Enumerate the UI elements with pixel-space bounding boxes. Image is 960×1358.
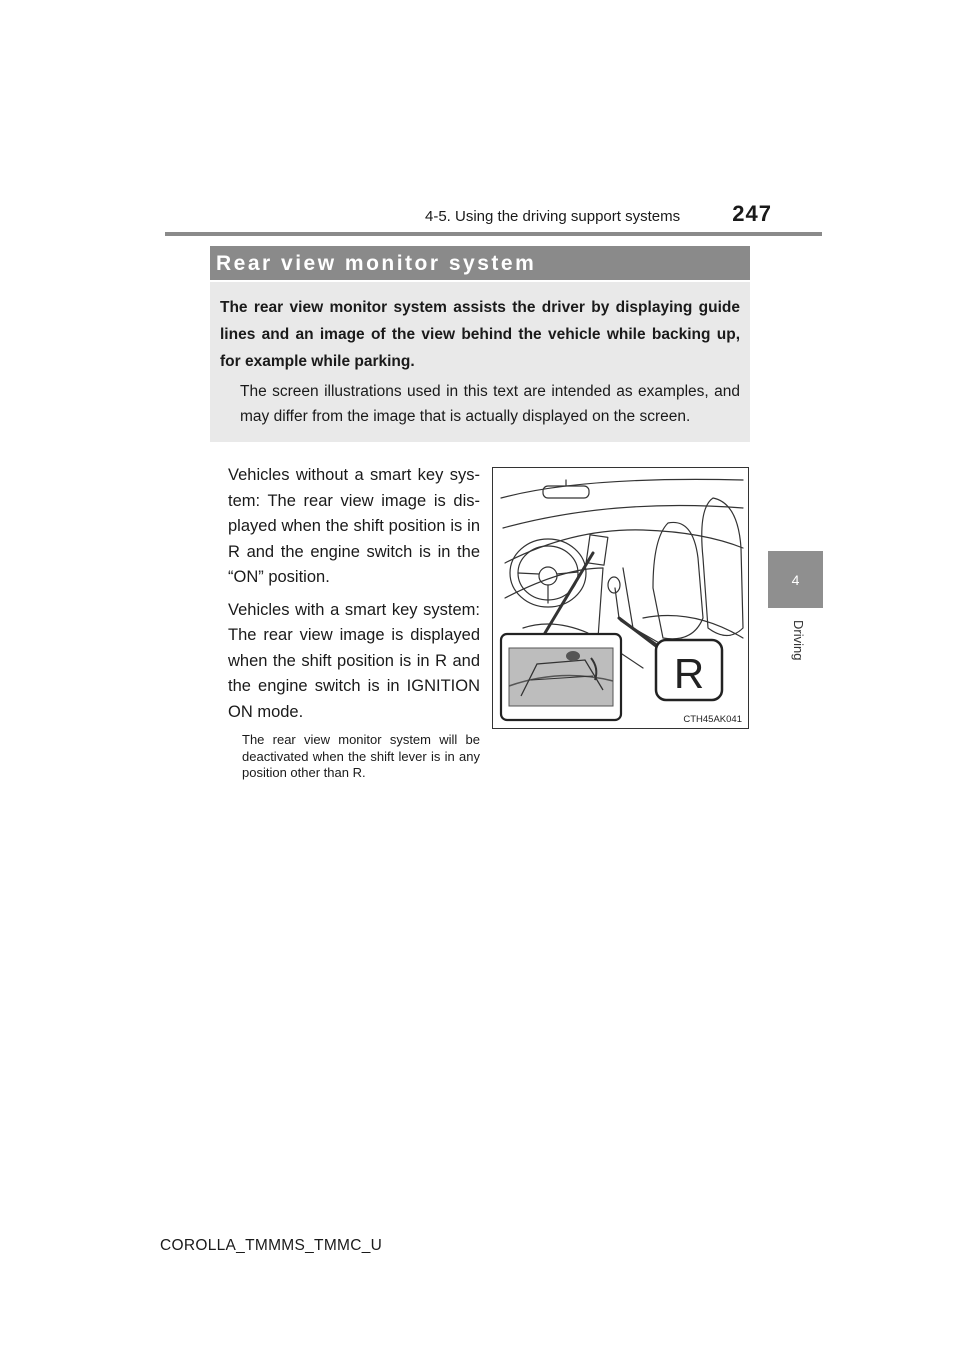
line: when the shift position is in R and	[228, 651, 480, 670]
intro-note: The screen illustrations used in this text are intended as examples, and may differ from the image that is actually displayed on the screen.	[240, 383, 740, 425]
line: Vehicles without a smart key sys-	[228, 466, 480, 484]
intro-lead: The rear view monitor system assists the driver by displaying guide lines and an image of the view behind the vehicle while backing up, for example while parking.	[220, 299, 740, 370]
chapter-label: Driving	[791, 620, 806, 661]
paragraph-without-smart-key	[228, 463, 480, 591]
gear-letter: R	[673, 650, 705, 697]
header-section-title: 4-5. Using the driving support systems	[425, 208, 681, 225]
section-title: Rear view monitor system	[210, 246, 750, 280]
line: The rear view image is displayed	[228, 626, 480, 644]
monitor-inset	[501, 634, 621, 720]
rear-view-monitor-illustration	[492, 467, 749, 729]
cabin-illustration	[493, 468, 748, 728]
figure-code: CTH45AK041	[683, 714, 742, 725]
footer-doc-id: COROLLA_TMMMS_TMMC_U	[160, 1237, 383, 1254]
line: played when the shift position is in	[228, 517, 480, 535]
roof-line	[501, 479, 743, 498]
deactivation-note	[242, 732, 480, 782]
line: R and the engine switch is in the	[228, 542, 480, 561]
line: Vehicles with a smart key system:	[228, 600, 480, 619]
chapter-number: 4	[791, 571, 800, 588]
gear-r-box	[656, 640, 722, 700]
line: The rear view monitor system will	[242, 732, 458, 747]
line: ON mode.	[228, 702, 304, 721]
line: is in any position other than R.	[242, 748, 480, 780]
body-text	[228, 463, 480, 782]
header-rule	[165, 232, 822, 236]
page-number: 247	[732, 201, 772, 226]
front-seat-icon	[653, 522, 703, 638]
line: “ON” position.	[228, 568, 330, 586]
rear-seat-icon	[702, 498, 743, 636]
line: the engine switch is in IGNITION	[228, 677, 480, 695]
line: be deactivated when the shift lever	[242, 732, 480, 764]
chapter-tab	[768, 551, 823, 608]
paragraph-with-smart-key	[228, 598, 480, 726]
line: tem: The rear view image is dis-	[228, 491, 480, 510]
intro-box	[210, 282, 750, 442]
windshield-base	[503, 506, 743, 529]
